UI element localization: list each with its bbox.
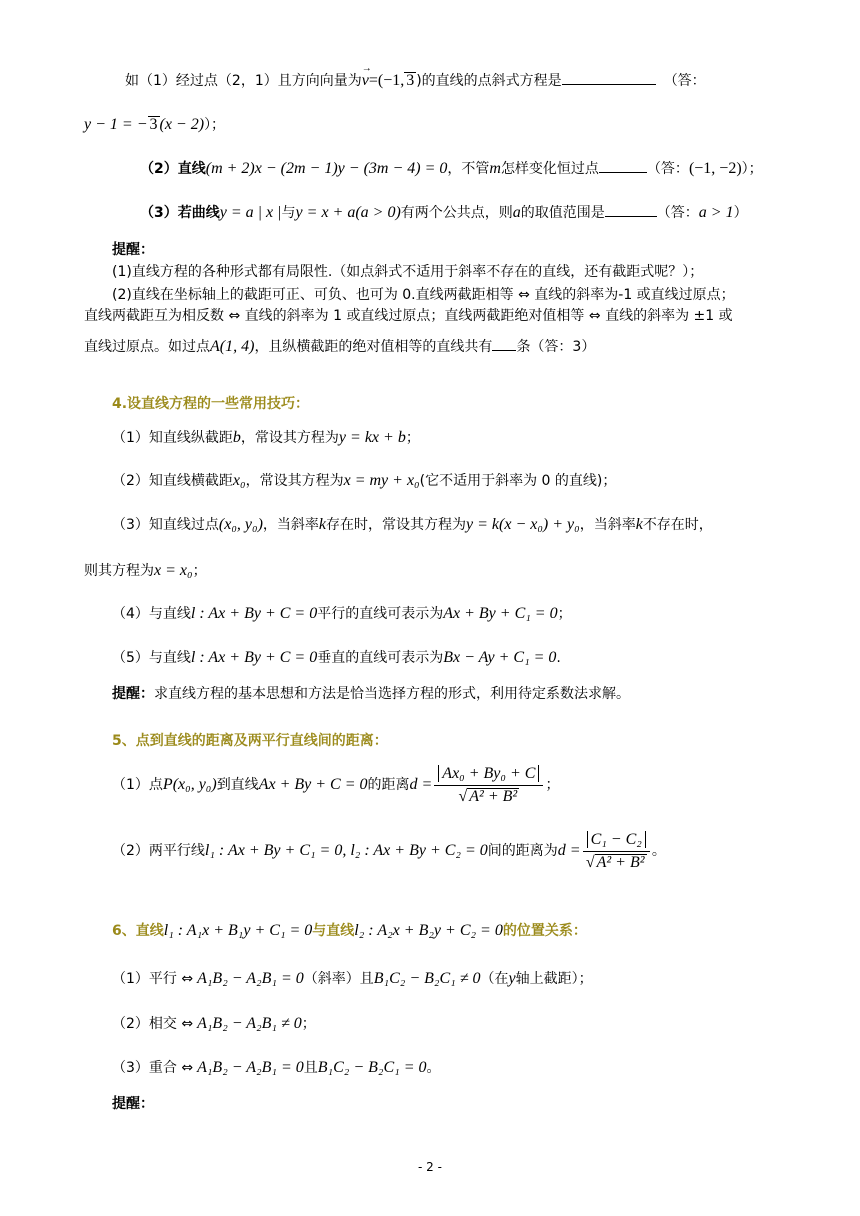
s5-item-2: （2）两平行线l₁ : Ax + By + C₁ = 0, l₂ : Ax + By + C₂ = 0间的距离为d = $\frac{\text{C₁ − C₂}}{\text{√ A² + B²}}$ 。 <box>112 830 666 871</box>
answer-blank <box>605 202 657 217</box>
s4-item-1: （1）知直线纵截距b，常设其方程为y = kx + b； <box>112 429 420 446</box>
s4-item-3: （3）知直线过点(x₀, y₀)，当斜率k存在时，常设其方程为y = k(x − x₀) + y₀，当斜率k不存在时， <box>112 516 713 533</box>
example-line-1: 如（1）经过点（2，1）且方向向量为→ v=(−1, 3 )的直线的点斜式方程是 （答： <box>125 70 706 91</box>
example-line-3: （3）若曲线y = a | x |与y = x + a(a > 0)有两个公共点，则a的取值范围是 （答：a > 1） <box>140 204 748 221</box>
s4-item-4: （4）与直线l : Ax + By + C = 0平行的直线可表示为Ax + By + C₁ = 0； <box>112 605 572 622</box>
sqrt-3: 3 <box>406 72 415 89</box>
example-line-2: （2）直线(m + 2)x − (2m − 1)y − (3m − 4) = 0，不管m怎样变化恒过点 （答：(−1, −2)）； <box>140 160 763 177</box>
tip-para-3: 直线两截距互为相反数 ⇔ 直线的斜率为 1 或直线过原点；直线两截距绝对值相等 ⇔ 直线的斜率为 ±1 或 <box>84 308 733 324</box>
vector-v: → v <box>362 71 369 91</box>
s4-tip: 提醒：求直线方程的基本思想和方法是恰当选择方程的形式，利用待定系数法求解。 <box>112 686 630 702</box>
s4-item-3-cont: 则其方程为x = x₀； <box>84 562 207 579</box>
parallel-distance-fraction: $\frac{\text{C₁ − C₂}}{\text{√ A² + B²}}$ <box>583 831 650 872</box>
section-5-heading: 5、点到直线的距离及两平行直线间的距离： <box>112 733 388 749</box>
example-line-1-answer: y − 1 = − 3 (x − 2)）； <box>84 116 226 133</box>
s4-item-2: （2）知直线横截距x₀，常设其方程为x = my + x₀(它不适用于斜率为 0 的直线)； <box>112 472 617 489</box>
tip-para-2: (2)直线在坐标轴上的截距可正、可负、也可为 0.直线两截距相等 ⇔ 直线的斜率为-1 或直线过原点； <box>112 287 735 303</box>
answer-blank <box>562 70 656 85</box>
s6-item-3: （3）重合 ⇔ A₁B₂ − A₂B₁ = 0且B₁C₂ − B₂C₁ = 0。 <box>112 1059 441 1076</box>
s6-item-1: （1）平行 ⇔ A₁B₂ − A₂B₁ = 0（斜率）且B₁C₂ − B₂C₁ ≠ 0（在y轴上截距）； <box>112 970 593 987</box>
s6-tip-heading: 提醒： <box>112 1096 154 1112</box>
page-number: - 2 - <box>418 1160 442 1174</box>
tip-para-4: 直线过原点。如过点A(1, 4)，且纵横截距的绝对值相等的直线共有 条（答：3） <box>84 338 596 355</box>
s4-item-5: （5）与直线l : Ax + By + C = 0垂直的直线可表示为Bx − Ay + C₁ = 0. <box>112 649 561 666</box>
distance-fraction: $\frac{\text{Ax₀ + By₀ + C}}{\text{√ A² + B²}}$ <box>434 765 543 806</box>
s6-item-2: （2）相交 ⇔ A₁B₂ − A₂B₁ ≠ 0； <box>112 1015 316 1032</box>
tip-para-1: (1)直线方程的各种形式都有局限性.（如点斜式不适用于斜率不存在的直线，还有截距式呢？）； <box>112 264 704 280</box>
section-6-heading: 6、直线l₁ : A₁x + B₁y + C₁ = 0与直线l₂ : A₂x + B₂y + C₂ = 0的位置关系： <box>112 922 587 939</box>
answer-blank <box>492 336 516 351</box>
s5-item-1: （1）点P(x₀, y₀)到直线Ax + By + C = 0的距离d = $\frac{\text{Ax₀ + By₀ + C}}{\text{√ A² + B²}}$ ； <box>112 764 560 805</box>
section-4-heading: 4.设直线方程的一些常用技巧： <box>112 396 310 412</box>
answer-blank <box>599 158 647 173</box>
tip-heading-1: 提醒： <box>112 242 154 258</box>
